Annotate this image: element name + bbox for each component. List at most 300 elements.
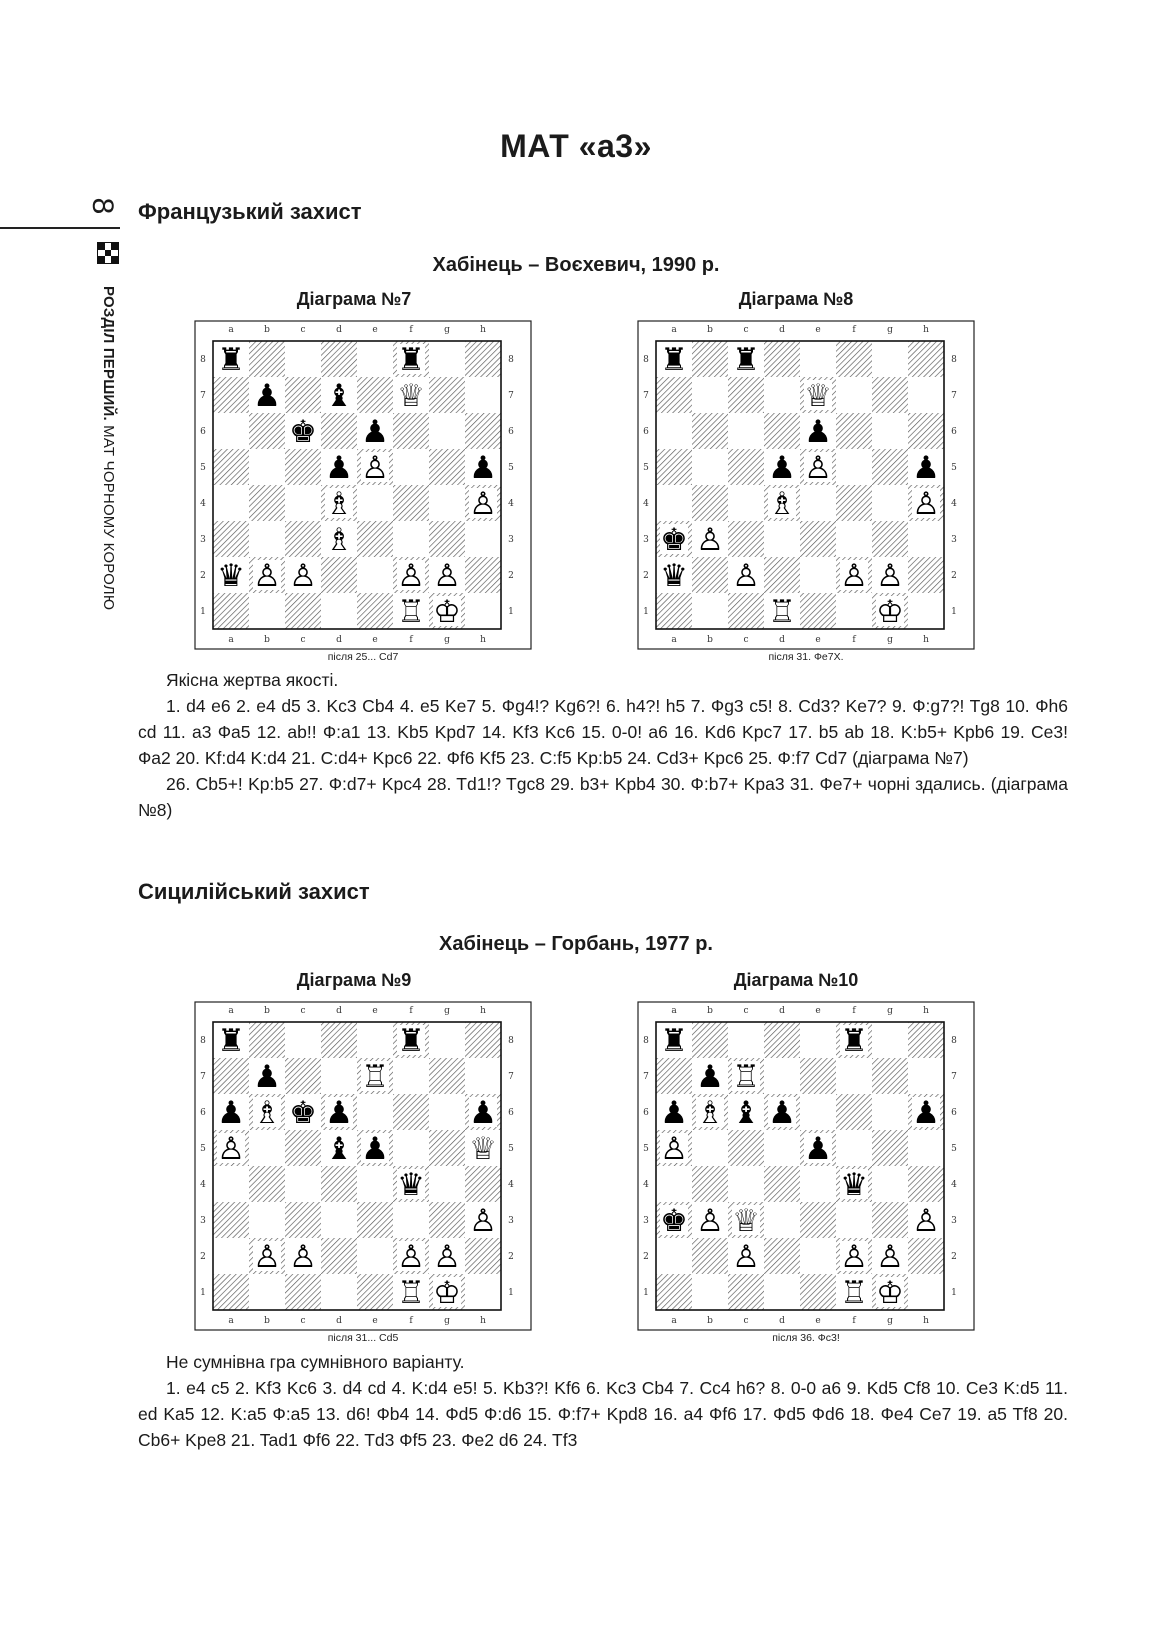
dark-square: [249, 1166, 285, 1202]
light-square: [429, 341, 465, 377]
file-label-top: h: [480, 325, 486, 335]
white-pawn-icon: ♙: [732, 558, 760, 594]
white-pawn-icon: ♙: [253, 558, 281, 594]
file-label-bottom: d: [779, 1316, 785, 1326]
black-pawn-icon: ♟: [912, 1095, 940, 1131]
dark-square: [908, 1022, 944, 1058]
diagram-position-note: після 31... Cd5: [327, 1332, 399, 1344]
file-label-top: f: [852, 1006, 856, 1016]
white-pawn-icon: ♙: [469, 486, 497, 522]
white-pawn-icon: ♙: [660, 1131, 688, 1167]
rank-label-right: 7: [508, 1072, 514, 1082]
diagram-caption: Діаграма №7: [296, 289, 412, 309]
black-pawn-icon: ♟: [217, 1095, 245, 1131]
dark-square: [249, 1022, 285, 1058]
dark-square: [429, 1058, 465, 1094]
white-pawn-icon: ♙: [289, 558, 317, 594]
dark-square: [872, 449, 908, 485]
light-square: [429, 485, 465, 521]
rank-label-left: 4: [643, 1180, 649, 1190]
game-commentary: [138, 667, 1068, 823]
light-square: [872, 1166, 908, 1202]
dark-square: [249, 485, 285, 521]
rank-label-left: 8: [643, 355, 649, 365]
dark-square: [728, 521, 764, 557]
dark-square: [908, 341, 944, 377]
file-label-top: b: [264, 325, 270, 335]
white-pawn-icon: ♙: [696, 522, 724, 558]
file-label-bottom: g: [887, 635, 893, 645]
rank-label-right: 3: [951, 535, 957, 545]
light-square: [764, 1130, 800, 1166]
file-label-bottom: f: [852, 1316, 856, 1326]
dark-square: [764, 341, 800, 377]
game-header: Хабінець – Горбань, 1977 р.: [439, 933, 713, 955]
rank-label-left: 1: [200, 607, 206, 617]
dark-square: [249, 341, 285, 377]
rank-label-right: 5: [951, 1144, 957, 1154]
dark-square: [836, 485, 872, 521]
file-label-top: d: [336, 325, 342, 335]
light-square: [764, 377, 800, 413]
white-pawn-icon: ♙: [433, 558, 461, 594]
light-square: [836, 1130, 872, 1166]
file-label-bottom: e: [815, 635, 821, 645]
dark-square: [728, 377, 764, 413]
dark-square: [836, 1094, 872, 1130]
rank-label-left: 3: [643, 1216, 649, 1226]
dark-square: [213, 1274, 249, 1310]
rank-label-right: 5: [508, 463, 514, 473]
rank-label-left: 6: [643, 1108, 649, 1118]
dark-square: [908, 1238, 944, 1274]
file-label-top: f: [409, 1006, 413, 1016]
light-square: [764, 1274, 800, 1310]
light-square: [800, 557, 836, 593]
black-queen-icon: ♛: [217, 558, 245, 594]
file-label-bottom: c: [300, 635, 306, 645]
dark-square: [285, 1274, 321, 1310]
dark-square: [465, 413, 501, 449]
dark-square: [728, 593, 764, 629]
light-square: [692, 377, 728, 413]
dark-square: [872, 1202, 908, 1238]
chapter-side-label: [100, 286, 117, 626]
dark-square: [357, 593, 393, 629]
file-label-top: h: [923, 1006, 929, 1016]
chessboard-svg: [193, 319, 533, 669]
black-queen-icon: ♛: [840, 1167, 868, 1203]
white-pawn-icon: ♙: [912, 1203, 940, 1239]
rank-label-right: 2: [951, 571, 957, 581]
light-square: [728, 485, 764, 521]
dark-square: [465, 1238, 501, 1274]
light-square: [656, 1166, 692, 1202]
light-square: [249, 1202, 285, 1238]
white-rook-icon: ♖: [397, 1275, 425, 1311]
light-square: [692, 1274, 728, 1310]
white-queen-icon: ♕: [804, 378, 832, 414]
light-square: [872, 341, 908, 377]
light-square: [764, 521, 800, 557]
file-label-bottom: f: [852, 635, 856, 645]
paragraph: 26. Cb5+! Kp:b5 27. Ф:d7+ Kpc4 28. Td1!? Tgc8 29. b3+ Kpb4 30. Ф:b7+ Kpa3 31. Фe7+ чорні здались. (діаграма №8): [138, 774, 1068, 820]
black-rook-icon: ♜: [732, 342, 760, 378]
file-label-top: g: [887, 1006, 893, 1016]
chess-diagram-8: [636, 319, 976, 669]
dark-square: [656, 1274, 692, 1310]
dark-square: [429, 377, 465, 413]
file-label-bottom: b: [264, 1316, 270, 1326]
light-square: [800, 1238, 836, 1274]
chapter-label-bold: РОЗДІЛ ПЕРШИЙ.: [100, 286, 117, 421]
rank-label-left: 7: [200, 1072, 206, 1082]
dark-square: [692, 1166, 728, 1202]
diagram-position-note: після 36. Фc3!: [772, 1332, 840, 1344]
white-pawn-icon: ♙: [397, 558, 425, 594]
black-queen-icon: ♛: [397, 1167, 425, 1203]
dark-square: [872, 521, 908, 557]
file-label-bottom: e: [372, 1316, 378, 1326]
dark-square: [393, 485, 429, 521]
dark-square: [285, 1130, 321, 1166]
white-pawn-icon: ♙: [876, 558, 904, 594]
rank-label-left: 1: [200, 1288, 206, 1298]
dark-square: [836, 341, 872, 377]
side-rule: [0, 227, 120, 229]
file-label-top: h: [480, 1006, 486, 1016]
dark-square: [728, 1130, 764, 1166]
file-label-top: e: [815, 1006, 821, 1016]
dark-square: [429, 1202, 465, 1238]
rank-label-left: 1: [643, 1288, 649, 1298]
black-pawn-icon: ♟: [912, 450, 940, 486]
black-pawn-icon: ♟: [325, 1095, 353, 1131]
light-square: [836, 593, 872, 629]
light-square: [321, 1274, 357, 1310]
white-rook-icon: ♖: [361, 1059, 389, 1095]
dark-square: [321, 1238, 357, 1274]
rank-label-right: 1: [508, 607, 514, 617]
dark-square: [800, 521, 836, 557]
light-square: [836, 1058, 872, 1094]
light-square: [213, 413, 249, 449]
dark-square: [692, 485, 728, 521]
dark-square: [656, 377, 692, 413]
light-square: [465, 1274, 501, 1310]
file-label-bottom: c: [743, 635, 749, 645]
light-square: [728, 1022, 764, 1058]
file-label-top: c: [743, 1006, 749, 1016]
dark-square: [656, 449, 692, 485]
black-bishop-icon: ♝: [325, 1131, 353, 1167]
file-label-top: f: [852, 325, 856, 335]
light-square: [836, 1202, 872, 1238]
light-square: [465, 521, 501, 557]
rank-label-left: 3: [643, 535, 649, 545]
dark-square: [908, 557, 944, 593]
black-pawn-icon: ♟: [253, 1059, 281, 1095]
light-square: [908, 377, 944, 413]
light-square: [429, 1166, 465, 1202]
dark-square: [321, 557, 357, 593]
rank-label-right: 7: [508, 391, 514, 401]
light-square: [872, 1094, 908, 1130]
rank-label-left: 6: [200, 1108, 206, 1118]
light-square: [800, 341, 836, 377]
file-label-bottom: a: [671, 635, 677, 645]
white-rook-icon: ♖: [768, 594, 796, 630]
black-king-icon: ♚: [660, 1203, 688, 1239]
black-pawn-icon: ♟: [325, 450, 353, 486]
file-label-bottom: f: [409, 1316, 413, 1326]
light-square: [908, 521, 944, 557]
rank-label-right: 1: [508, 1288, 514, 1298]
white-king-icon: ♔: [433, 594, 461, 630]
file-label-bottom: g: [887, 1316, 893, 1326]
white-queen-icon: ♕: [469, 1131, 497, 1167]
file-label-top: a: [671, 325, 677, 335]
white-pawn-icon: ♙: [840, 558, 868, 594]
black-rook-icon: ♜: [397, 342, 425, 378]
paragraph: Якісна жертва якості.: [166, 670, 339, 690]
light-square: [692, 1130, 728, 1166]
rank-label-left: 5: [200, 1144, 206, 1154]
dark-square: [429, 521, 465, 557]
dark-square: [357, 521, 393, 557]
dark-square: [357, 377, 393, 413]
light-square: [465, 1058, 501, 1094]
dark-square: [213, 449, 249, 485]
file-label-top: e: [815, 325, 821, 335]
rank-label-left: 1: [643, 607, 649, 617]
file-label-top: g: [887, 325, 893, 335]
paragraph: 1. e4 c5 2. Kf3 Kc6 3. d4 cd 4. K:d4 e5! 5. Kb3?! Kf6 6. Kc3 Cb4 7. Cc4 h6? 8. 0-0 a6 9. Kd5 Cf8 10. Ce3 K:d5 11. ed Ka5 12. K:a5 Ф:a5 13. d6! Фb4 14. Фd5 Ф:d6 15. Ф:f7+ Kpd8 16. a4 Фf6 17. Фd5 Фd6 18. Фe4 Ce7 19. a5 Tf8 20. Cb6+ Kpe8 21. Tad1 Фf6 22. Td3 Фf5 23. Фe2 d6 24. Tf3: [138, 1378, 1068, 1450]
light-square: [908, 1058, 944, 1094]
diagram-caption: Діаграма №10: [733, 970, 859, 990]
dark-square: [285, 1202, 321, 1238]
file-label-top: d: [779, 325, 785, 335]
dark-square: [321, 1166, 357, 1202]
dark-square: [800, 1274, 836, 1310]
black-pawn-icon: ♟: [361, 1131, 389, 1167]
rank-label-right: 3: [508, 1216, 514, 1226]
rank-label-right: 6: [508, 1108, 514, 1118]
black-king-icon: ♚: [289, 414, 317, 450]
white-rook-icon: ♖: [732, 1059, 760, 1095]
dark-square: [692, 1238, 728, 1274]
rank-label-left: 6: [643, 427, 649, 437]
white-pawn-icon: ♙: [840, 1239, 868, 1275]
white-pawn-icon: ♙: [912, 486, 940, 522]
file-label-top: b: [707, 1006, 713, 1016]
black-bishop-icon: ♝: [325, 378, 353, 414]
diagram-caption: Діаграма №9: [296, 970, 412, 990]
dark-square: [908, 1166, 944, 1202]
light-square: [393, 1130, 429, 1166]
file-label-top: g: [444, 1006, 450, 1016]
white-rook-icon: ♖: [397, 594, 425, 630]
file-label-bottom: a: [228, 635, 234, 645]
black-queen-icon: ♛: [660, 558, 688, 594]
dark-square: [393, 413, 429, 449]
file-label-bottom: e: [815, 1316, 821, 1326]
white-king-icon: ♔: [876, 594, 904, 630]
dark-square: [800, 1202, 836, 1238]
light-square: [872, 1022, 908, 1058]
file-label-bottom: a: [228, 1316, 234, 1326]
file-label-top: c: [300, 1006, 306, 1016]
file-label-top: f: [409, 325, 413, 335]
rank-label-right: 8: [951, 355, 957, 365]
dark-square: [692, 557, 728, 593]
file-label-top: e: [372, 1006, 378, 1016]
dark-square: [465, 557, 501, 593]
file-label-bottom: b: [264, 635, 270, 645]
light-square: [213, 1166, 249, 1202]
rank-label-left: 4: [643, 499, 649, 509]
file-label-bottom: e: [372, 635, 378, 645]
dark-square: [692, 1022, 728, 1058]
file-label-bottom: b: [707, 635, 713, 645]
dark-square: [429, 449, 465, 485]
light-square: [357, 485, 393, 521]
rank-label-left: 8: [200, 355, 206, 365]
file-label-bottom: d: [336, 1316, 342, 1326]
dark-square: [872, 377, 908, 413]
light-square: [800, 1166, 836, 1202]
light-square: [429, 413, 465, 449]
white-bishop-icon: ♗: [253, 1095, 281, 1131]
dark-square: [836, 413, 872, 449]
rank-label-right: 2: [508, 571, 514, 581]
rank-label-left: 2: [643, 571, 649, 581]
rank-label-right: 8: [508, 355, 514, 365]
file-label-top: a: [228, 1006, 234, 1016]
rank-label-right: 5: [951, 463, 957, 473]
dark-square: [692, 341, 728, 377]
black-pawn-icon: ♟: [660, 1095, 688, 1131]
black-rook-icon: ♜: [217, 1023, 245, 1059]
light-square: [249, 449, 285, 485]
file-label-bottom: h: [923, 635, 929, 645]
file-label-top: b: [707, 325, 713, 335]
file-label-bottom: d: [336, 635, 342, 645]
black-pawn-icon: ♟: [361, 414, 389, 450]
light-square: [836, 449, 872, 485]
light-square: [249, 1130, 285, 1166]
dark-square: [465, 341, 501, 377]
white-queen-icon: ♕: [397, 378, 425, 414]
light-square: [429, 1094, 465, 1130]
chess-diagram-9: [193, 1000, 533, 1350]
light-square: [393, 521, 429, 557]
dark-square: [285, 377, 321, 413]
dark-square: [800, 1058, 836, 1094]
light-square: [357, 557, 393, 593]
light-square: [321, 593, 357, 629]
black-pawn-icon: ♟: [696, 1059, 724, 1095]
dark-square: [764, 413, 800, 449]
light-square: [285, 1022, 321, 1058]
light-square: [285, 1166, 321, 1202]
black-king-icon: ♚: [289, 1095, 317, 1131]
file-label-bottom: h: [480, 635, 486, 645]
game-commentary: [138, 1349, 1068, 1453]
rank-label-left: 8: [200, 1036, 206, 1046]
light-square: [800, 485, 836, 521]
file-label-top: c: [300, 325, 306, 335]
rank-label-right: 1: [951, 607, 957, 617]
file-label-top: h: [923, 325, 929, 335]
dark-square: [285, 449, 321, 485]
file-label-bottom: g: [444, 635, 450, 645]
light-square: [728, 413, 764, 449]
white-pawn-icon: ♙: [876, 1239, 904, 1275]
light-square: [429, 1022, 465, 1058]
section-title: Сицилійський захист: [138, 879, 370, 904]
dark-square: [213, 377, 249, 413]
dark-square: [285, 1058, 321, 1094]
dark-square: [285, 521, 321, 557]
light-square: [285, 485, 321, 521]
light-square: [249, 521, 285, 557]
rank-label-right: 2: [951, 1252, 957, 1262]
black-rook-icon: ♜: [217, 342, 245, 378]
dark-square: [692, 413, 728, 449]
rank-label-right: 1: [951, 1288, 957, 1298]
white-pawn-icon: ♙: [433, 1239, 461, 1275]
dark-square: [321, 1022, 357, 1058]
rank-label-right: 3: [951, 1216, 957, 1226]
file-label-top: a: [228, 325, 234, 335]
light-square: [213, 1238, 249, 1274]
white-bishop-icon: ♗: [768, 486, 796, 522]
black-pawn-icon: ♟: [804, 1131, 832, 1167]
light-square: [213, 485, 249, 521]
file-label-top: g: [444, 325, 450, 335]
diagram-caption: Діаграма №8: [738, 289, 854, 309]
rank-label-right: 6: [951, 1108, 957, 1118]
light-square: [836, 377, 872, 413]
light-square: [692, 449, 728, 485]
black-king-icon: ♚: [660, 522, 688, 558]
dark-square: [393, 1094, 429, 1130]
file-label-bottom: c: [743, 1316, 749, 1326]
dark-square: [656, 1058, 692, 1094]
file-label-bottom: b: [707, 1316, 713, 1326]
dark-square: [764, 1238, 800, 1274]
file-label-bottom: h: [923, 1316, 929, 1326]
rank-label-right: 4: [951, 1180, 957, 1190]
light-square: [357, 1166, 393, 1202]
light-square: [800, 1022, 836, 1058]
black-pawn-icon: ♟: [804, 414, 832, 450]
file-label-top: e: [372, 325, 378, 335]
light-square: [465, 593, 501, 629]
rank-label-right: 4: [508, 499, 514, 509]
light-square: [393, 1202, 429, 1238]
white-pawn-icon: ♙: [253, 1239, 281, 1275]
dark-square: [213, 593, 249, 629]
light-square: [764, 1202, 800, 1238]
chessboard-svg: [193, 1000, 533, 1350]
page-title: МАТ «a3»: [500, 128, 652, 164]
light-square: [357, 341, 393, 377]
dark-square: [321, 413, 357, 449]
dark-square: [465, 1166, 501, 1202]
light-square: [764, 1058, 800, 1094]
